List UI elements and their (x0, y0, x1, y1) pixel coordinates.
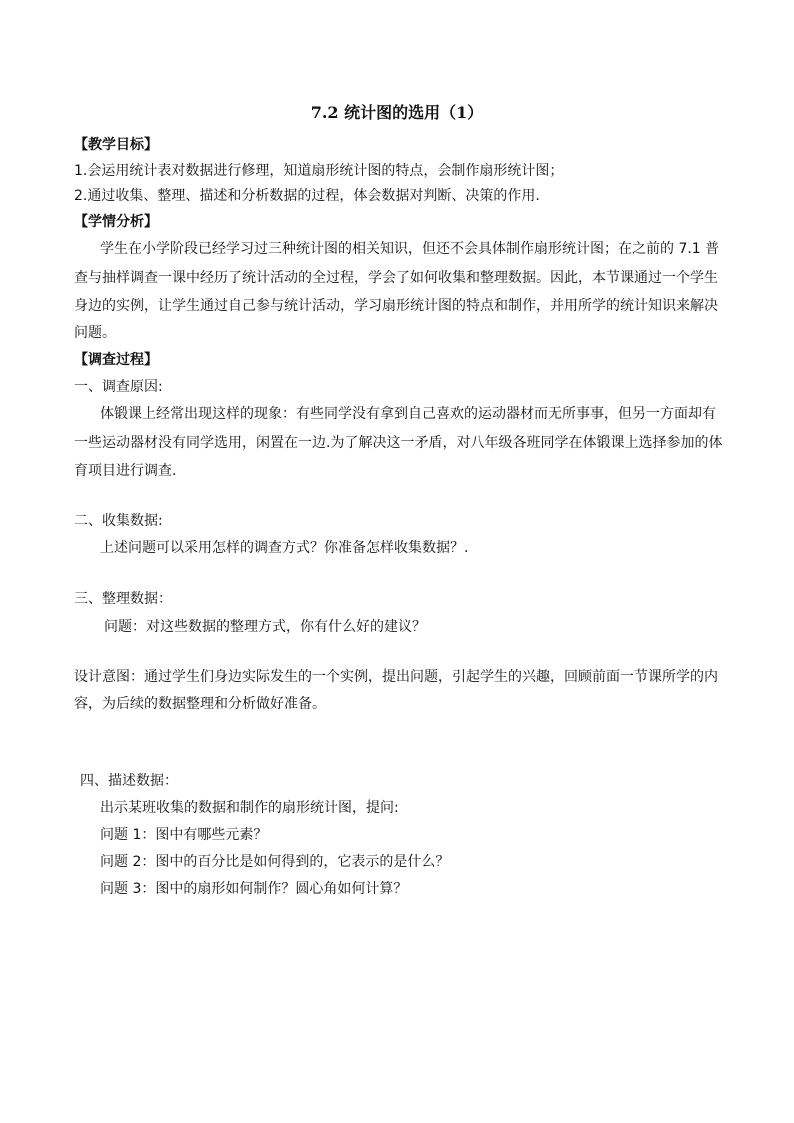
question-2: 问题 2：图中的百分比是如何得到的，它表示的是什么？ (100, 854, 450, 870)
organize-line: 问题：对这些数据的整理方式，你有什么好的建议？ (104, 619, 426, 635)
collect-label: 二、收集数据: (74, 513, 163, 529)
intent-line-1: 设计意图：通过学生们身边实际发生的一个实例，提出问题，引起学生的兴趣，回顾前面一节课所学的内 (74, 669, 718, 685)
analysis-line-1: 学生在小学阶段已经学习过三种统计图的相关知识，但还不会具体制作扇形统计图；在之前的 7.1 普 (100, 241, 720, 257)
question-1: 问题 1：图中有哪些元素？ (100, 827, 268, 843)
reason-line-2: 一些运动器材没有同学选用，闲置在一边.为了解决这一矛盾，对八年级各班同学在体锻课上选择参加的体 (74, 435, 723, 451)
goal-item-2: 2.通过收集、整理、描述和分析数据的过程，体会数据对判断、决策的作用. (74, 188, 540, 204)
reason-label: 一、调查原因: (74, 379, 163, 395)
analysis-line-2: 查与抽样调查一课中经历了统计活动的全过程，学会了如何收集和整理数据。因此，本节课通过一个学生 (74, 270, 718, 286)
collect-line: 上述问题可以采用怎样的调查方式？你准备怎样收集数据？. (100, 540, 469, 556)
process-heading: 【调查过程】 (74, 352, 158, 368)
intent-line-2: 容，为后续的数据整理和分析做好准备。 (74, 696, 326, 712)
reason-line-1: 体锻课上经常出现这样的现象：有些同学没有拿到自己喜欢的运动器材而无所事事，但另一方面却有 (100, 406, 716, 422)
describe-line-1: 出示某班收集的数据和制作的扇形统计图，提问: (100, 800, 399, 816)
question-3: 问题 3：图中的扇形如何制作？圆心角如何计算？ (100, 881, 408, 897)
analysis-line-4: 问题。 (74, 325, 116, 341)
goal-item-1: 1.会运用统计表对数据进行修理，知道扇形统计图的特点，会制作扇形统计图； (74, 163, 564, 179)
describe-label: 四、描述数据： (80, 773, 178, 789)
page-title: 7.2 统计图的选用（1） (310, 103, 484, 122)
analysis-line-3: 身边的实例，让学生通过自己参与统计活动，学习扇形统计图的特点和制作，并用所学的统计知识来解决 (74, 298, 718, 314)
goals-heading: 【教学目标】 (74, 137, 158, 153)
reason-line-3: 育项目进行调查. (74, 463, 177, 479)
analysis-heading: 【学情分析】 (74, 214, 158, 230)
organize-label: 三、整理数据： (74, 591, 172, 607)
